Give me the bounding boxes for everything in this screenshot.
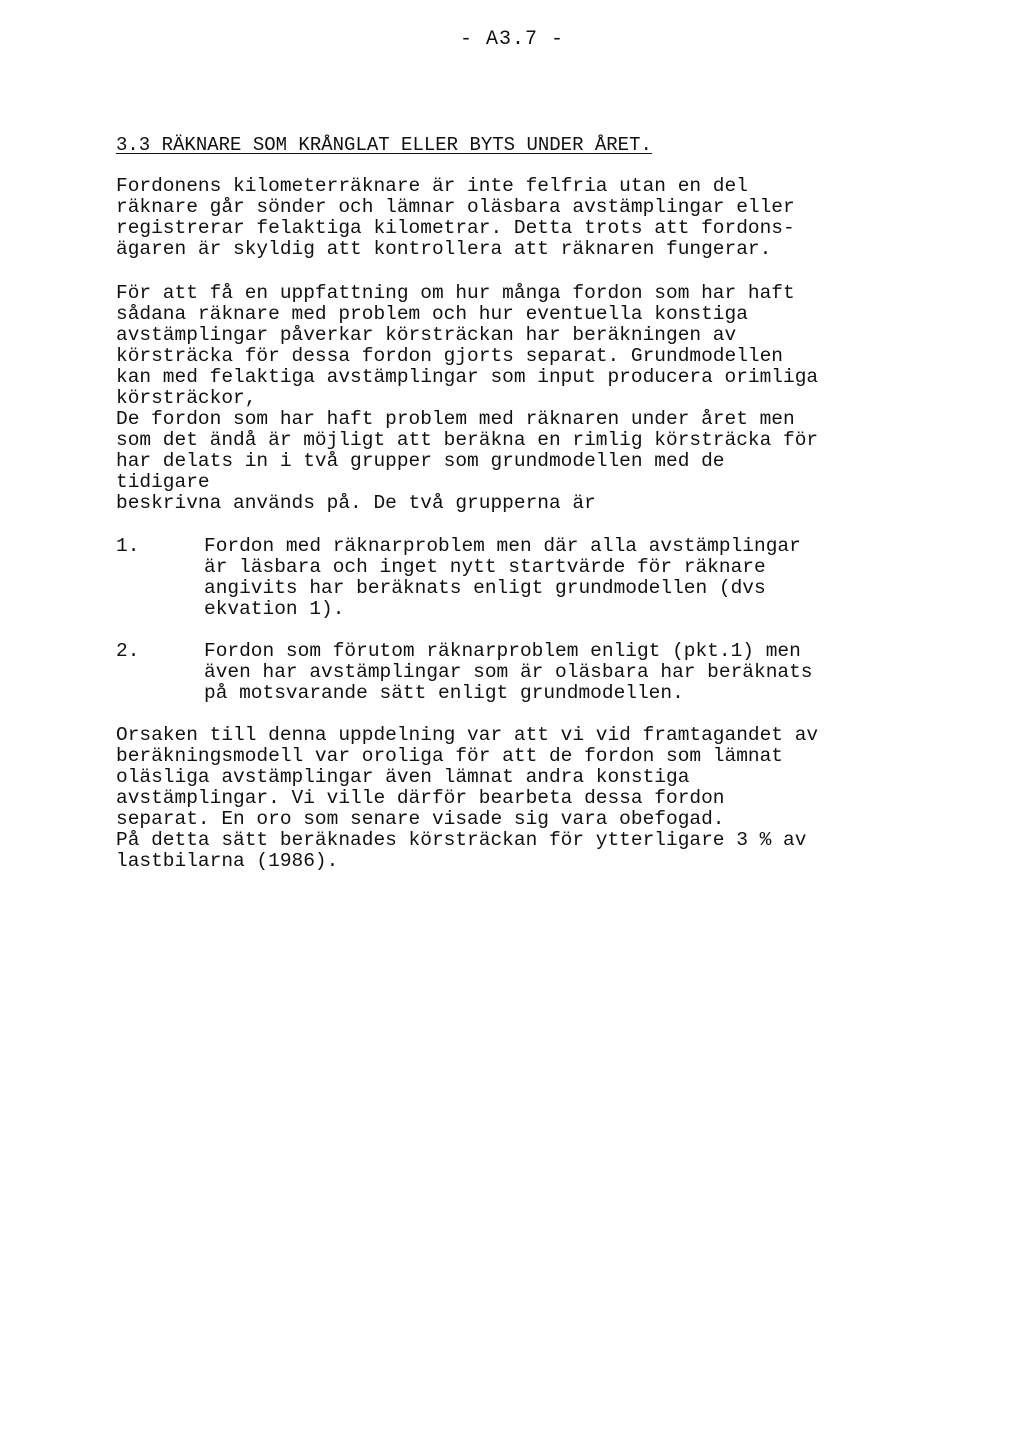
paragraph-2	[116, 283, 916, 514]
paragraph-line: oläsliga avstämplingar även lämnat andra konstiga	[116, 766, 690, 788]
paragraph-line: Orsaken till denna uppdelning var att vi vid framtagandet av	[116, 724, 819, 746]
page-number: - A3.7 -	[459, 28, 564, 51]
paragraph-line: beräkningsmodell var oroliga för att de fordon som lämnat	[116, 745, 784, 767]
list-item-line: ekvation 1).	[204, 598, 345, 620]
paragraph-line: De fordon som har haft problem med räknaren under året men	[116, 408, 795, 430]
paragraph-line: registrerar felaktiga kilometrar. Detta trots att fordons-	[116, 217, 795, 239]
paragraph-line: beskrivna används på. De två grupperna är	[116, 492, 596, 514]
list-item-line: även har avstämplingar som är oläsbara har beräknats	[204, 661, 813, 683]
paragraph-line: körsträcka för dessa fordon gjorts separat. Grundmodellen	[116, 345, 784, 367]
paragraph-1	[116, 176, 916, 260]
paragraph-3	[116, 725, 916, 872]
list-item-text	[204, 641, 813, 704]
paragraph-line: På detta sätt beräknades körsträckan för ytterligare 3 % av	[116, 829, 807, 851]
paragraph-line: sådana räknare med problem och hur eventuella konstiga	[116, 303, 748, 325]
list-item-line: Fordon med räknarproblem men där alla avstämplingar	[204, 535, 801, 557]
paragraph-line: För att få en uppfattning om hur många fordon som har haft	[116, 282, 795, 304]
paragraph-line: räknare går sönder och lämnar oläsbara avstämplingar eller	[116, 196, 795, 218]
paragraph-line: ägaren är skyldig att kontrollera att räknaren fungerar.	[116, 238, 772, 260]
list-item-number: 1.	[116, 535, 140, 557]
paragraph-line: körsträckor,	[116, 387, 257, 409]
paragraph-line: kan med felaktiga avstämplingar som input producera orimliga	[116, 366, 819, 388]
paragraph-line: tidigare	[116, 471, 210, 493]
paragraph-line: avstämplingar. Vi ville därför bearbeta dessa fordon	[116, 787, 725, 809]
paragraph-line: Fordonens kilometerräknare är inte felfria utan en del	[116, 175, 748, 197]
paragraph-line: avstämplingar påverkar körsträckan har beräkningen av	[116, 324, 737, 346]
paragraph-line: har delats in i två grupper som grundmodellen med de	[116, 450, 725, 472]
paragraph-line: separat. En oro som senare visade sig vara obefogad.	[116, 808, 725, 830]
list-item-line: är läsbara och inget nytt startvärde för räknare	[204, 556, 766, 578]
list-item-number: 2.	[116, 640, 140, 662]
paragraph-line: lastbilarna (1986).	[116, 850, 339, 872]
list-item-line: angivits har beräknats enligt grundmodellen (dvs	[204, 577, 766, 599]
paragraph-line: som det ändå är möjligt att beräkna en rimlig körsträcka för	[116, 429, 819, 451]
section-heading: 3.3 RÄKNARE SOM KRÅNGLAT ELLER BYTS UNDER ÅRET.	[116, 134, 652, 156]
list-item-line: Fordon som förutom räknarproblem enligt (pkt.1) men	[204, 640, 801, 662]
list-item-text	[204, 536, 801, 620]
list-item-line: på motsvarande sätt enligt grundmodellen.	[204, 682, 684, 704]
